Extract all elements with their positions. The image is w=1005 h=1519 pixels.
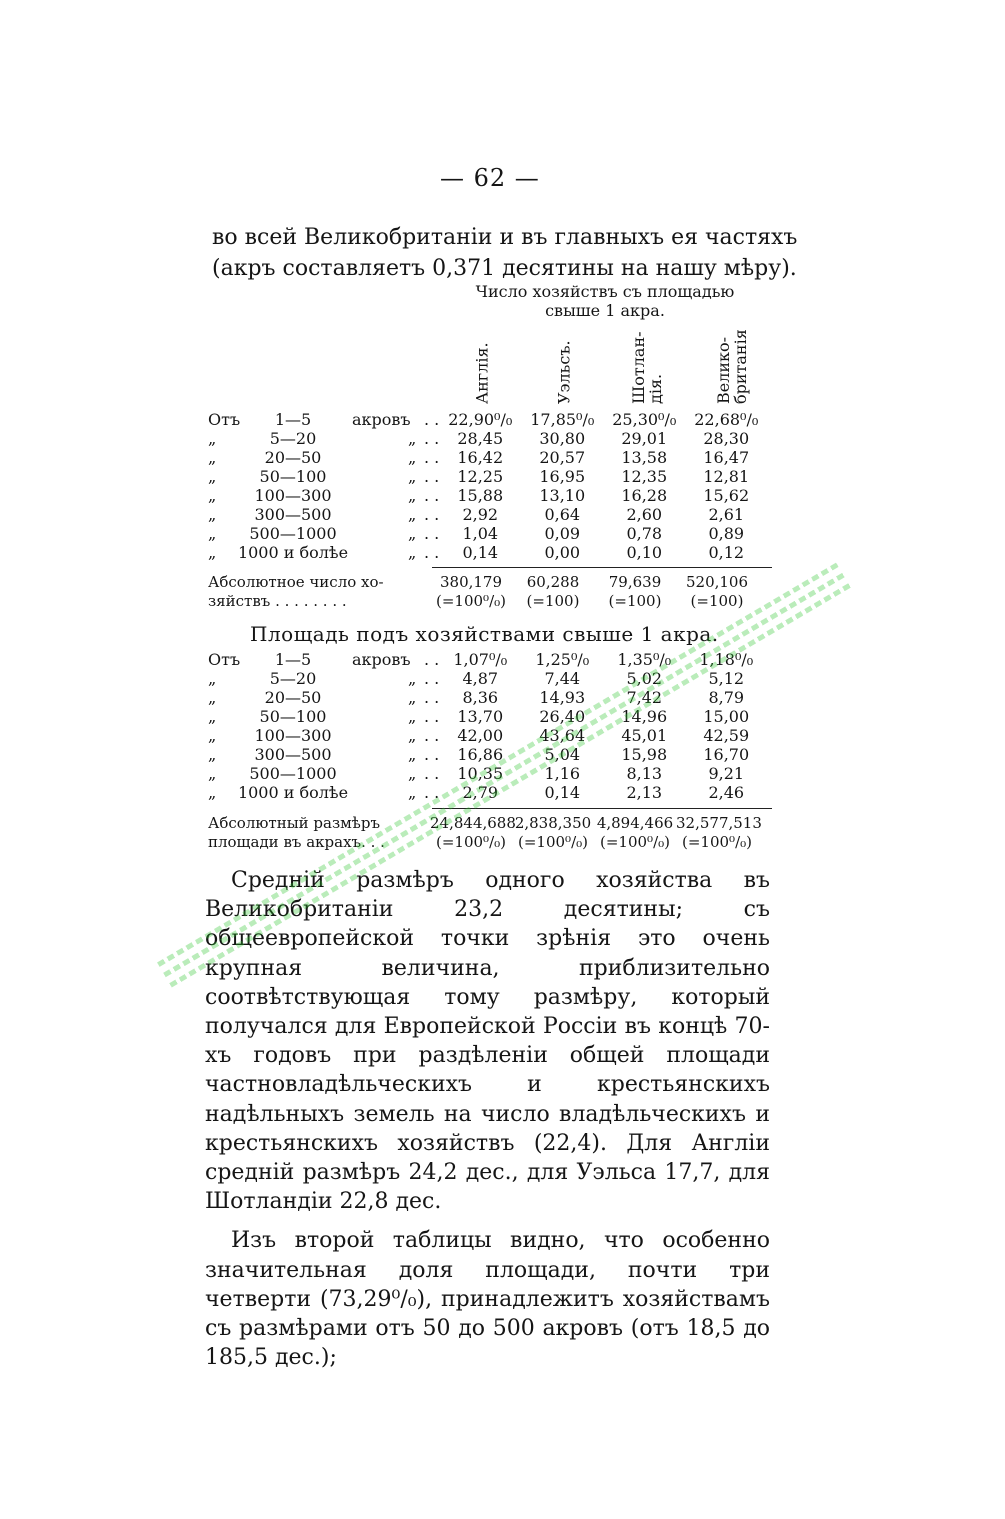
table-cell: 9,21	[708, 764, 745, 783]
table-cell: 26,40	[539, 707, 586, 726]
table2-absolute-label: Абсолютный размѣръ	[208, 814, 380, 832]
table2-absolute-pct: (=100⁰/₀)	[682, 833, 752, 851]
table-cell: 42,59	[703, 726, 750, 745]
table-row	[208, 410, 767, 429]
row-leader: . .	[424, 486, 440, 505]
table-cell: 15,62	[703, 486, 750, 505]
body-paragraph: Средній размѣръ одного хозяйства въ Великобританіи 23,2 десятины; съ общеевропейской точки зрѣнія это очень крупная величина, приблизительно соотвѣтствующая тому размѣру, который получался для Европейской Россіи въ концѣ 70-хъ годовъ при раздѣленіи общей площади частновладѣльческихъ и крестьянскихъ надѣльныхъ земель на число владѣльческихъ и крестьянскихъ хозяйствъ (22,4). Для Англіи средній размѣръ 24,2 дес., для Уэльса 17,7, для Шотландіи 22,8 дес.	[205, 868, 770, 1215]
table-cell: 1,25⁰/₀	[535, 650, 590, 669]
table-cell: 0,14	[462, 543, 499, 562]
table-cell: 0,89	[708, 524, 745, 543]
table-cell: 22,90⁰/₀	[448, 410, 513, 429]
row-ditto: „	[408, 467, 417, 486]
table1-group-header-line: свыше 1 акра.	[545, 301, 665, 320]
row-label	[208, 429, 439, 448]
row-label	[208, 745, 439, 764]
row-leader: . .	[424, 505, 440, 524]
row-ditto: „	[408, 783, 417, 802]
row-leader: . .	[424, 783, 440, 802]
table-cell: 14,93	[539, 688, 586, 707]
table-cell: 0,14	[544, 783, 581, 802]
row-prefix: „	[208, 467, 217, 486]
households-table	[208, 410, 767, 562]
table-row	[208, 448, 767, 467]
table2-divider	[432, 808, 772, 809]
row-leader: . .	[424, 707, 440, 726]
table-cell: 16,42	[457, 448, 504, 467]
table-cell: 2,92	[462, 505, 499, 524]
table1-group-header	[440, 282, 770, 320]
table-cell: 2,13	[626, 783, 663, 802]
table-cell: 2,79	[462, 783, 499, 802]
table-row	[208, 669, 767, 688]
row-range: 300—500	[254, 505, 332, 524]
row-prefix: „	[208, 524, 217, 543]
page-number: — 62 —	[440, 164, 540, 192]
row-range: 500—1000	[249, 764, 337, 783]
table-cell: 13,58	[621, 448, 668, 467]
table-row	[208, 543, 767, 562]
table-row	[208, 764, 767, 783]
row-label	[208, 650, 439, 669]
table-cell: 22,68⁰/₀	[694, 410, 759, 429]
row-prefix: Отъ	[208, 410, 241, 429]
row-prefix: „	[208, 486, 217, 505]
table-cell: 8,36	[462, 688, 499, 707]
table-cell: 16,95	[539, 467, 586, 486]
table-row	[208, 783, 767, 802]
table1-absolute-pct: (=100)	[526, 592, 580, 610]
table2-title: Площадь подъ хозяйствами свыше 1 акра.	[250, 622, 719, 646]
row-label	[208, 467, 439, 486]
table-row	[208, 467, 767, 486]
intro-line: во всей Великобританіи и въ главныхъ ея частяхъ	[212, 225, 798, 250]
table2-absolute-pct: (=100⁰/₀)	[600, 833, 670, 851]
row-range: 1—5	[274, 410, 312, 429]
table-cell: 7,42	[626, 688, 663, 707]
row-label	[208, 524, 439, 543]
area-table	[208, 650, 767, 802]
row-leader: . .	[424, 745, 440, 764]
table-cell: 5,02	[626, 669, 663, 688]
table-cell: 2,60	[626, 505, 663, 524]
table2-absolute-value: 24,844,688	[430, 814, 516, 832]
table-cell: 1,18⁰/₀	[699, 650, 754, 669]
row-label	[208, 707, 439, 726]
table-cell: 12,25	[457, 467, 504, 486]
row-prefix: Отъ	[208, 650, 241, 669]
row-leader: . .	[424, 410, 440, 429]
table-cell: 2,46	[708, 783, 745, 802]
table1-absolute-pct: (=100)	[608, 592, 662, 610]
row-range: 100—300	[254, 486, 332, 505]
table2-absolute-label: площади въ акрахъ. . .	[208, 833, 385, 851]
table-cell: 4,87	[462, 669, 499, 688]
row-range: 100—300	[254, 726, 332, 745]
table-cell: 0,78	[626, 524, 663, 543]
row-range: 50—100	[259, 707, 327, 726]
row-prefix: „	[208, 429, 217, 448]
table-row	[208, 429, 767, 448]
row-prefix: „	[208, 448, 217, 467]
table1-absolute-value: 520,106	[685, 573, 749, 591]
table-cell: 1,35⁰/₀	[617, 650, 672, 669]
table-cell: 16,28	[621, 486, 668, 505]
table-cell: 15,88	[457, 486, 504, 505]
body-paragraph: Изъ второй таблицы видно, что особенно значительная доля площади, почти три четверти (73,29⁰/₀), принадлежитъ хозяйствамъ съ размѣрами отъ 50 до 500 акровъ (отъ 18,5 до 185,5 дес.);	[205, 1228, 770, 1371]
table-cell: 5,04	[544, 745, 581, 764]
row-label	[208, 486, 439, 505]
table-cell: 0,09	[544, 524, 581, 543]
row-leader: . .	[424, 669, 440, 688]
row-unit: акровъ	[352, 650, 411, 669]
table-cell: 29,01	[621, 429, 668, 448]
table-cell: 16,70	[703, 745, 750, 764]
table1-absolute-label: зяйствъ . . . . . . . .	[208, 592, 347, 610]
table-cell: 28,45	[457, 429, 504, 448]
row-ditto: „	[408, 448, 417, 467]
column-header-scotland: Шотлан- дія.	[629, 331, 665, 404]
row-ditto: „	[408, 707, 417, 726]
row-label	[208, 783, 439, 802]
row-range: 500—1000	[249, 524, 337, 543]
row-ditto: „	[408, 524, 417, 543]
table-cell: 0,64	[544, 505, 581, 524]
table1-absolute-pct: (=100)	[690, 592, 744, 610]
table-row	[208, 707, 767, 726]
table-cell: 1,04	[462, 524, 499, 543]
table-cell: 10,35	[457, 764, 504, 783]
table-cell: 14,96	[621, 707, 668, 726]
table-cell: 5,12	[708, 669, 745, 688]
table-cell: 8,13	[626, 764, 663, 783]
table-cell: 0,10	[626, 543, 663, 562]
row-leader: . .	[424, 726, 440, 745]
row-range: 20—50	[264, 448, 322, 467]
row-leader: . .	[424, 688, 440, 707]
row-range: 5—20	[269, 429, 317, 448]
row-prefix: „	[208, 783, 217, 802]
table1-absolute-pct: (=100⁰/₀)	[436, 592, 506, 610]
row-prefix: „	[208, 669, 217, 688]
row-label	[208, 543, 439, 562]
table-cell: 16,47	[703, 448, 750, 467]
table1-absolute-block	[208, 573, 768, 611]
row-ditto: „	[408, 486, 417, 505]
row-range: 1000 и болѣе	[237, 783, 349, 802]
table-cell: 0,12	[708, 543, 745, 562]
table-row	[208, 650, 767, 669]
row-ditto: „	[408, 726, 417, 745]
row-prefix: „	[208, 726, 217, 745]
row-prefix: „	[208, 745, 217, 764]
intro-line: (акръ составляетъ 0,371 десятины на нашу мѣру).	[212, 256, 797, 281]
row-unit: акровъ	[352, 410, 411, 429]
row-ditto: „	[408, 745, 417, 764]
row-range: 5—20	[269, 669, 317, 688]
table-cell: 12,81	[703, 467, 750, 486]
table-cell: 7,44	[544, 669, 581, 688]
column-header-great-britain: Велико- британія	[714, 329, 750, 404]
row-range: 1—5	[274, 650, 312, 669]
row-ditto: „	[408, 688, 417, 707]
table-row	[208, 524, 767, 543]
row-ditto: „	[408, 505, 417, 524]
row-leader: . .	[424, 764, 440, 783]
table1-absolute-label: Абсолютное число хо-	[208, 573, 384, 591]
table-cell: 8,79	[708, 688, 745, 707]
row-ditto: „	[408, 543, 417, 562]
table-row	[208, 745, 767, 764]
row-prefix: „	[208, 505, 217, 524]
row-label	[208, 726, 439, 745]
row-prefix: „	[208, 543, 217, 562]
row-leader: . .	[424, 543, 440, 562]
table1-absolute-value: 60,288	[526, 573, 580, 591]
table-cell: 16,86	[457, 745, 504, 764]
row-range: 1000 и болѣе	[237, 543, 349, 562]
table2-absolute-value: 32,577,513	[676, 814, 762, 832]
table-cell: 13,70	[457, 707, 504, 726]
column-header-england: Англія.	[472, 342, 492, 404]
row-ditto: „	[408, 669, 417, 688]
table-row	[208, 505, 767, 524]
table-cell: 1,07⁰/₀	[453, 650, 508, 669]
row-range: 300—500	[254, 745, 332, 764]
table-row	[208, 726, 767, 745]
table-cell: 15,98	[621, 745, 668, 764]
table-cell: 20,57	[539, 448, 586, 467]
table-cell: 25,30⁰/₀	[612, 410, 677, 429]
table-cell: 43,64	[539, 726, 586, 745]
row-leader: . .	[424, 650, 440, 669]
table-cell: 15,00	[703, 707, 750, 726]
row-range: 50—100	[259, 467, 327, 486]
row-label	[208, 688, 439, 707]
table-cell: 17,85⁰/₀	[530, 410, 595, 429]
row-leader: . .	[424, 448, 440, 467]
table-cell: 30,80	[539, 429, 586, 448]
table2-absolute-value: 4,894,466	[596, 814, 674, 832]
row-label	[208, 669, 439, 688]
table-cell: 0,00	[544, 543, 581, 562]
row-leader: . .	[424, 467, 440, 486]
table2-absolute-pct: (=100⁰/₀)	[518, 833, 588, 851]
table-row	[208, 688, 767, 707]
table1-group-header-line: Число хозяйствъ съ площадью	[475, 282, 735, 301]
intro-text	[212, 222, 798, 284]
row-ditto: „	[408, 429, 417, 448]
row-label	[208, 448, 439, 467]
table2-absolute-pct: (=100⁰/₀)	[436, 833, 506, 851]
table-cell: 2,61	[708, 505, 745, 524]
table2-absolute-block	[208, 814, 768, 852]
table-cell: 45,01	[621, 726, 668, 745]
table-cell: 42,00	[457, 726, 504, 745]
table1-absolute-value: 380,179	[439, 573, 503, 591]
row-range: 20—50	[264, 688, 322, 707]
row-label	[208, 410, 439, 429]
table-cell: 28,30	[703, 429, 750, 448]
row-prefix: „	[208, 764, 217, 783]
table1-absolute-value: 79,639	[608, 573, 662, 591]
row-leader: . .	[424, 524, 440, 543]
table2-absolute-value: 2,838,350	[514, 814, 592, 832]
row-label	[208, 505, 439, 524]
row-prefix: „	[208, 707, 217, 726]
table-row	[208, 486, 767, 505]
row-leader: . .	[424, 429, 440, 448]
table-cell: 1,16	[544, 764, 581, 783]
column-header-wales: Уэльсъ.	[554, 340, 574, 404]
row-ditto: „	[408, 764, 417, 783]
table1-divider	[432, 567, 772, 568]
row-label	[208, 764, 439, 783]
table-cell: 12,35	[621, 467, 668, 486]
table-cell: 13,10	[539, 486, 586, 505]
row-prefix: „	[208, 688, 217, 707]
body-text	[205, 866, 770, 1372]
